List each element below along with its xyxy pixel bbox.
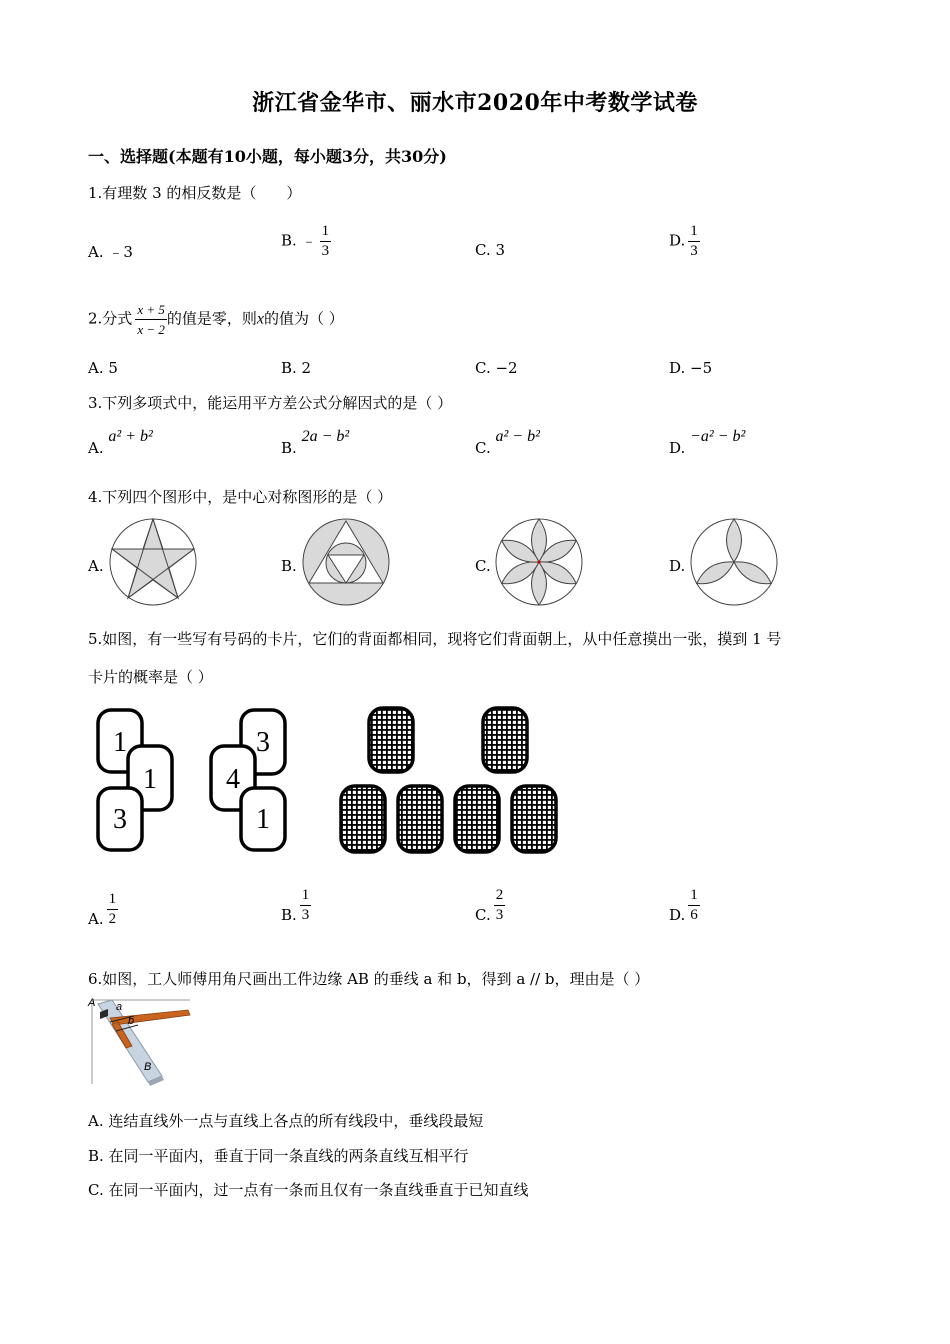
q2-option-a: A. 5: [88, 359, 118, 377]
q1-stem: 1.有理数 3 的相反数是（ ）: [88, 184, 302, 202]
q5-option-b-label: B.: [281, 905, 297, 924]
q6-option-a: A. 连结直线外一点与直线上各点的所有线段中，垂线段最短: [88, 1112, 484, 1130]
q2-variable: x: [256, 310, 264, 328]
q3-option-a-label: A.: [88, 439, 104, 457]
q4-figure-d-three-petals: [689, 517, 779, 607]
q5-option-b-fraction: [300, 886, 312, 925]
q5-stem-line1: 5.如图，有一些写有号码的卡片，它们的背面都相同，现将它们背面朝上，从中任意摸出一张，摸到 1 号: [88, 630, 782, 648]
q4-option-c: C.: [475, 557, 491, 575]
fraction-numerator: 1: [108, 891, 117, 907]
q3-option-b-label: B.: [281, 439, 297, 457]
q4-figure-b-triangle-in-circle: [301, 517, 391, 607]
card-number: 1: [113, 727, 127, 758]
card-number: 4: [226, 764, 240, 795]
fraction-denominator: 3: [301, 907, 310, 923]
fraction-numerator: 1: [301, 887, 310, 903]
q3-option-c-expr: a² − b²: [495, 428, 540, 445]
q1-option-b-label: B. ﹣: [281, 231, 317, 250]
q5-stem-line2: 卡片的概率是（ ）: [88, 668, 213, 686]
q2-prefix: 2.分式: [88, 309, 133, 328]
q6-option-c: C. 在同一平面内，过一点有一条而且仅有一条直线垂直于已知直线: [88, 1181, 529, 1199]
q3-option-a: [88, 427, 153, 457]
q2-option-b: B. 2: [281, 359, 312, 377]
q3-option-a-expr: a² + b²: [108, 428, 153, 445]
q1-option-d-label: D.: [669, 231, 686, 250]
card-number: 1: [143, 764, 157, 795]
q5-option-a-fraction: [107, 890, 119, 929]
q3-option-b: [281, 427, 350, 457]
q4-stem: 4.下列四个图形中，是中心对称图形的是（ ）: [88, 488, 393, 506]
q2-stem: [88, 300, 344, 339]
q1-option-c: C. 3: [475, 241, 506, 259]
card-number: 3: [256, 727, 270, 758]
q2-suffix-b: 的值为（ ）: [263, 309, 344, 328]
card-back: [512, 786, 556, 852]
fraction-denominator: x − 2: [137, 322, 165, 337]
fraction-denominator: 2: [108, 911, 117, 927]
q3-option-d: [669, 427, 746, 457]
q1-option-d: [669, 222, 700, 261]
q1-option-b: [281, 222, 331, 261]
card-back: [398, 786, 442, 852]
q5-option-d-label: D.: [669, 905, 686, 924]
fraction-numerator: 2: [495, 887, 504, 903]
q5-option-a: [88, 890, 118, 929]
q6-option-b: B. 在同一平面内，垂直于同一条直线的两条直线互相平行: [88, 1147, 469, 1165]
q5-option-c-fraction: [494, 886, 506, 925]
page-title: 浙江省金华市、丽水市2020年中考数学试卷: [252, 90, 698, 116]
q1-option-d-fraction: [688, 222, 700, 261]
q3-option-b-expr: 2a − b²: [301, 428, 350, 445]
label-line-a: a: [116, 1001, 123, 1013]
fraction-denominator: 6: [690, 907, 698, 923]
q5-cards-group-2: [205, 706, 295, 854]
label-a-point: A: [88, 997, 96, 1009]
q4-option-d: D.: [669, 557, 686, 575]
q5-option-d-fraction: [688, 886, 700, 925]
q5-option-b: [281, 886, 311, 925]
q2-option-c: C. −2: [475, 359, 518, 377]
fraction-numerator: 1: [690, 223, 698, 239]
q4-option-a: A.: [88, 557, 104, 575]
q5-card-backs: [336, 704, 560, 856]
q1-option-a: A. ﹣3: [88, 243, 133, 261]
q6-stem: 6.如图，工人师傅用角尺画出工件边缘 AB 的垂线 a 和 b，得到 a // b，理由是（ ）: [88, 970, 650, 988]
q3-option-d-expr: −a² − b²: [690, 428, 746, 445]
fraction-numerator: 1: [690, 887, 698, 903]
fraction-denominator: 3: [495, 907, 504, 923]
fraction-denominator: 3: [690, 243, 698, 259]
card-back: [483, 708, 527, 772]
q3-option-c: [475, 427, 540, 457]
q5-option-d: [669, 886, 700, 925]
q2-fraction: [135, 300, 167, 339]
card-back: [369, 708, 413, 772]
q5-cards-group-1: [92, 706, 182, 854]
section-heading: 一、选择题(本题有10小题，每小题3分，共30分): [88, 147, 447, 166]
card-back: [455, 786, 499, 852]
q5-option-c: [475, 886, 505, 925]
q4-figure-a-star-in-circle: [108, 517, 198, 607]
q4-option-b: B.: [281, 557, 297, 575]
q4-figure-c-six-petals: [494, 517, 584, 607]
label-line-b: b: [128, 1015, 135, 1027]
fraction-numerator: x + 5: [137, 302, 165, 317]
card-back: [341, 786, 385, 852]
q2-suffix-a: 的值是零，则: [166, 309, 257, 328]
q2-option-d: D. −5: [669, 359, 713, 377]
fraction-denominator: 3: [321, 243, 330, 259]
q6-figure-try-square: [86, 996, 196, 1088]
q5-option-c-label: C.: [475, 905, 491, 924]
q3-option-d-label: D.: [669, 439, 686, 457]
q1-option-b-fraction: [320, 222, 332, 261]
q5-option-a-label: A.: [88, 909, 104, 928]
card-number: 1: [256, 804, 270, 835]
q3-option-c-label: C.: [475, 439, 491, 457]
q3-stem: 3.下列多项式中，能运用平方差公式分解因式的是（ ）: [88, 394, 453, 412]
card-number: 3: [113, 804, 127, 835]
label-b-point: B: [144, 1061, 152, 1073]
fraction-numerator: 1: [321, 223, 330, 239]
